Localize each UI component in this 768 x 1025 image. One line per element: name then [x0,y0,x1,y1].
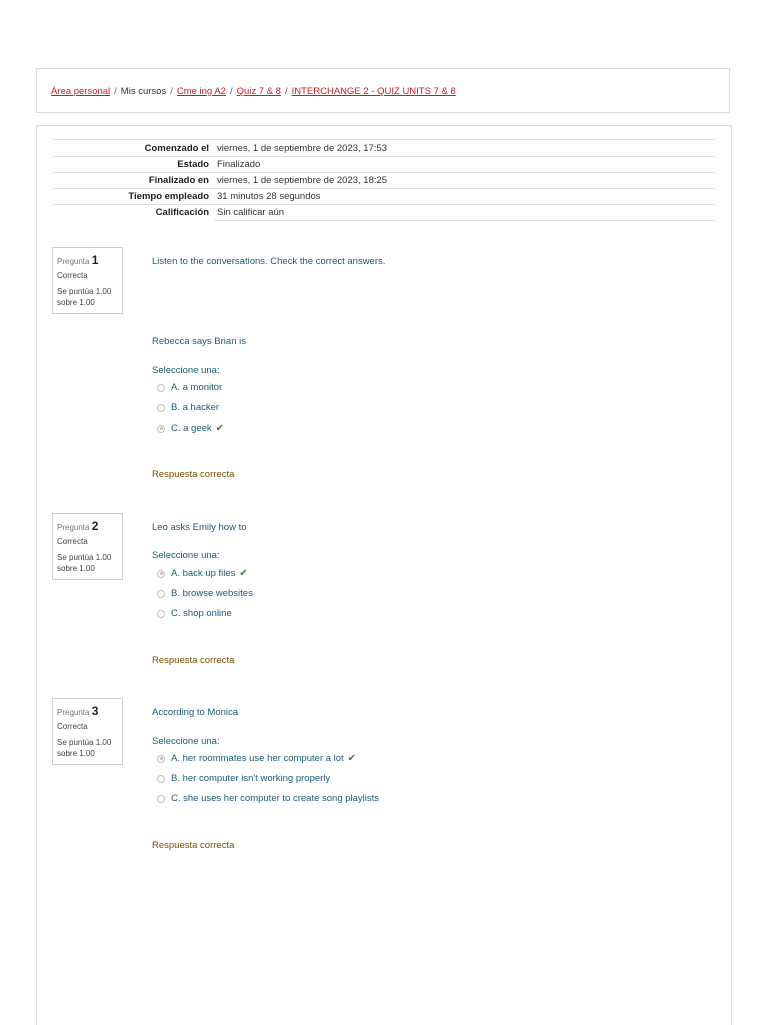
question-number-label: Pregunta [57,523,90,532]
summary-value: viernes, 1 de septiembre de 2023, 18:25 [214,173,717,189]
question-number-label: Pregunta [57,257,90,266]
summary-row [51,205,717,221]
answer-option[interactable] [157,402,219,413]
question-text: Rebecca says Brian is [152,336,246,347]
question-info-box [52,247,123,314]
radio-icon[interactable] [157,384,165,392]
answer-prompt: Seleccione una: [152,365,220,376]
breadcrumb-separator: / [284,86,288,97]
answer-prompt: Seleccione una: [152,550,220,561]
question-info-box [52,513,123,580]
question-number: 3 [91,704,99,718]
question-feedback: Respuesta correcta [152,469,235,480]
breadcrumb-separator: / [229,86,233,97]
answer-option[interactable] [157,568,248,579]
question-state: Correcta [57,722,88,731]
answer-option[interactable] [157,382,222,393]
answer-option[interactable] [157,608,232,619]
question-intro: Listen to the conversations. Check the correct answers. [152,256,386,267]
summary-label: Calificación [51,205,214,221]
answer-option[interactable] [157,773,330,784]
question-grade: Se puntúa 1.00 sobre 1.00 [57,738,112,758]
answer-option[interactable] [157,793,379,804]
radio-icon[interactable] [157,570,165,578]
radio-icon[interactable] [157,775,165,783]
question-feedback: Respuesta correcta [152,655,235,666]
radio-icon[interactable] [157,755,165,763]
answer-option[interactable] [157,588,253,599]
question-info-box [52,698,123,765]
answer-option-label: A. her roommates use her computer a lot [171,753,344,764]
checkmark-icon: ✔ [215,423,225,434]
summary-value: Sin calificar aún [214,205,717,221]
radio-icon[interactable] [157,795,165,803]
breadcrumb-separator: / [170,86,173,97]
question-number: 1 [91,253,99,267]
answer-prompt: Seleccione una: [152,736,220,747]
breadcrumb-quiz-link[interactable]: INTERCHANGE 2 - QUIZ UNITS 7 & 8 [291,86,456,97]
answer-option-label: C. a geek [171,423,212,434]
summary-row [51,173,717,189]
summary-row [51,157,717,173]
breadcrumb-section-link[interactable]: Quiz 7 & 8 [236,86,281,97]
quiz-review-card [36,125,732,1025]
question-state: Correcta [57,537,88,546]
summary-label: Finalizado en [51,173,214,189]
answer-option-label: B. a hacker [171,402,220,413]
answer-option-label: A. a monitor [171,382,223,393]
answer-option-label: C. shop online [171,608,232,619]
question-text: According to Monica [152,707,239,718]
breadcrumb-separator: / [114,86,117,97]
radio-icon[interactable] [157,425,165,433]
radio-icon[interactable] [157,610,165,618]
question-text: Leo asks Emily how to [152,522,247,533]
answer-option-label: A. back up files [171,568,236,579]
question-feedback: Respuesta correcta [152,840,235,851]
radio-icon[interactable] [157,404,165,412]
breadcrumb [51,86,456,97]
answer-option-label: C. she uses her computer to create song playlists [171,793,380,804]
question-number: 2 [91,519,99,533]
summary-row [51,189,717,205]
answer-option-label: B. her computer isn't working properly [171,773,331,784]
summary-row [51,140,717,157]
radio-icon[interactable] [157,590,165,598]
summary-value: Finalizado [214,157,717,173]
attempt-summary-table [51,139,717,221]
question-state: Correcta [57,271,88,280]
question-number-label: Pregunta [57,708,90,717]
question-grade: Se puntúa 1.00 sobre 1.00 [57,287,112,307]
answer-option[interactable] [157,753,356,764]
summary-value: 31 minutos 28 segundos [214,189,717,205]
checkmark-icon: ✔ [239,568,248,579]
breadcrumb-course-link[interactable]: Cme ing A2 [176,86,226,97]
question-grade: Se puntúa 1.00 sobre 1.00 [57,553,112,573]
answer-option[interactable] [157,423,224,434]
summary-label: Estado [51,157,214,173]
breadcrumb-courses: Mis cursos [120,86,167,97]
checkmark-icon: ✔ [347,753,357,764]
answer-option-label: B. browse websites [171,588,253,599]
summary-label: Comenzado el [51,140,214,157]
breadcrumb-card [36,68,730,113]
summary-label: Tiempo empleado [51,189,214,205]
summary-value: viernes, 1 de septiembre de 2023, 17:53 [214,140,717,157]
breadcrumb-home-link[interactable]: Área personal [51,86,111,97]
